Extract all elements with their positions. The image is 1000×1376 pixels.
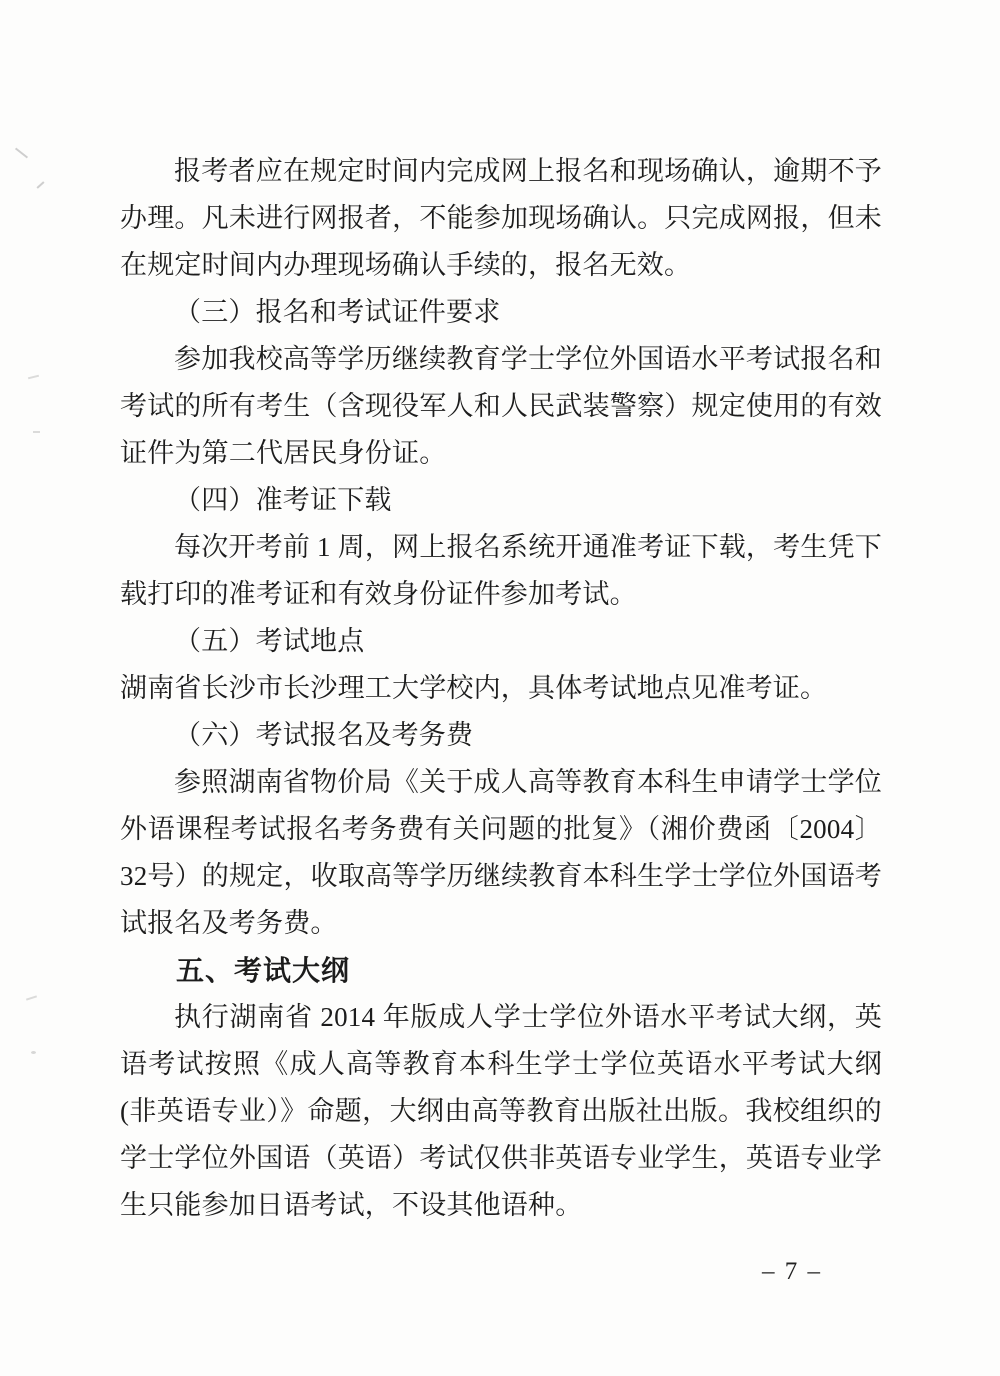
scan-artifact <box>28 375 39 380</box>
paragraph-exam-fee: 参照湖南省物价局《关于成人高等教育本科生申请学士学位外语课程考试报名考务费有关问题的批复》（湘价费函〔2004〕32号）的规定，收取高等学历继续教育本科生学士学位外国语考试报名及考务费。 <box>120 767 882 938</box>
section-subheading-exam-location: （五）考试地点 <box>174 626 365 656</box>
section-subheading-exam-fee: （六）考试报名及考务费 <box>174 720 474 750</box>
scan-artifact <box>36 181 44 189</box>
page-number: – 7 – <box>762 1258 822 1285</box>
section-heading-exam-syllabus: 五、考试大纲 <box>176 955 351 986</box>
scan-artifact <box>15 148 28 159</box>
section-subheading-admission-ticket: （四）准考证下载 <box>174 485 392 515</box>
paragraph-credentials: 参加我校高等学历继续教育学士学位外国语水平考试报名和考试的所有考生（含现役军人和人民武装警察）规定使用的有效证件为第二代居民身份证。 <box>120 344 882 468</box>
paragraph-registration-deadline: 报考者应在规定时间内完成网上报名和现场确认，逾期不予办理。凡未进行网报者，不能参加现场确认。只完成网报，但未在规定时间内办理现场确认手续的，报名无效。 <box>120 156 882 280</box>
scan-artifact <box>26 995 37 1000</box>
paragraph-exam-location: 湖南省长沙市长沙理工大学校内，具体考试地点见准考证。 <box>120 673 828 703</box>
document-body <box>120 148 882 1229</box>
paragraph-exam-syllabus: 执行湖南省 2014 年版成人学士学位外语水平考试大纲，英语考试按照《成人高等教育本科生学士学位英语水平考试大纲(非英语专业）》命题，大纲由高等教育出版社出版。我校组织的学士学位外国语（英语）考试仅供非英语专业学生，英语专业学生只能参加日语考试，不设其他语种。 <box>120 1002 882 1220</box>
section-subheading-credentials: （三）报名和考试证件要求 <box>174 297 501 327</box>
paragraph-admission-ticket: 每次开考前 1 周，网上报名系统开通准考证下载，考生凭下载打印的准考证和有效身份证件参加考试。 <box>120 532 882 609</box>
scan-artifact <box>31 1051 36 1054</box>
scan-artifact <box>33 431 40 433</box>
